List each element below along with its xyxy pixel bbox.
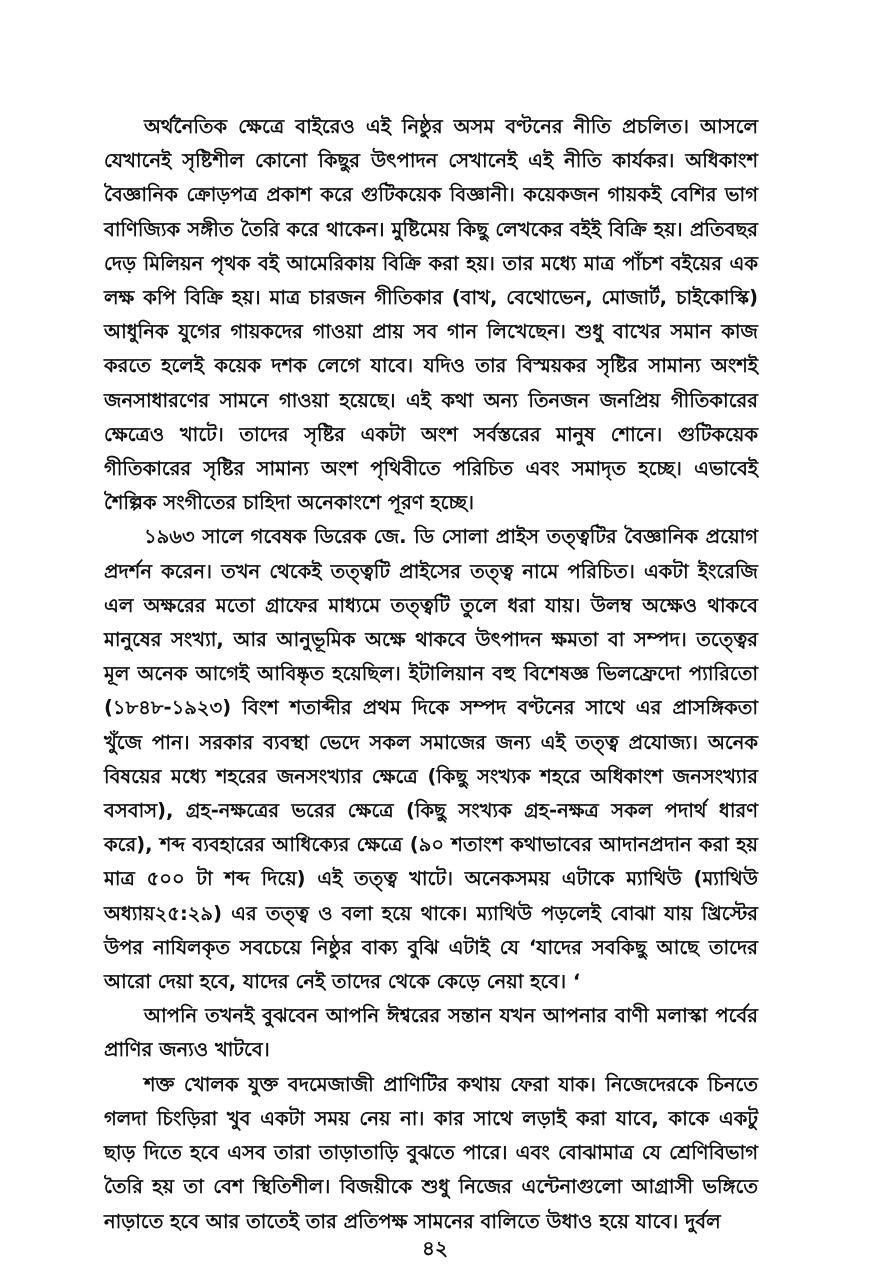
paragraph-3: আপনি তখনই বুঝবেন আপনি ঈশ্বরের সন্তান যখন আপনার বাণী মলাস্কা পর্বের প্রাণির জন্যও খাটবে। [104,1004,758,1062]
paragraph-1: অর্থনৈতিক ক্ষেত্রে বাইরেও এই নিষ্ঠুর অসম বণ্টনের নীতি প্রচলিত। আসলে যেখানেই সৃষ্টিশীল কোনো কিছুর উৎপাদন সেখানেই এই নীতি কার্যকর। অধিকাংশ বৈজ্ঞানিক ক্রোড়পত্র প্রকাশ করে গুটিকয়েক বিজ্ঞানী। কয়েকজন গায়কই বেশির ভাগ বাণিজ্যিক সঙ্গীত তৈরি করে থাকেন। মুষ্টিমেয় কিছু লেখকের বইই বিক্রি হয়। প্রতিবছর দেড় মিলিয়ন পৃথক বই আমেরিকায় বিক্রি করা হয়। তার মধ্যে মাত্র পাঁচশ বইয়ের এক লক্ষ কপি বিক্রি হয়। মাত্র চারজন গীতিকার (বাখ, বেথোভেন, মোজার্ট, চাইকোস্কি) আধুনিক যুগের গায়কদের গাওয়া প্রায় সব গান লিখেছেন। শুধু বাখের সমান কাজ করতে হলেই কয়েক দশক লেগে যাবে। যদিও তার বিস্ময়কর সৃষ্টির সামান্য অংশই জনসাধারণের সামনে গাওয়া হয়েছে। এই কথা অন্য তিনজন জনপ্রিয় গীতিকারের ক্ষেত্রেও খাটে। তাদের সৃষ্টির একটা অংশ সর্বস্তরের মানুষ শোনে। গুটিকয়েক গীতিকারের সৃষ্টির সামান্য অংশ পৃথিবীতে পরিচিত এবং সমাদৃত হচ্ছে। এভাবেই শৈল্পিক সংগীতের চাহিদা অনেকাংশে পূরণ হচ্ছে। [104,115,758,515]
paragraph-4: শক্ত খোলক যুক্ত বদমেজাজী প্রাণিটির কথায় ফেরা যাক। নিজেদেরকে চিনতে গলদা চিংড়িরা খুব একটা সময় নেয় না। কার সাথে লড়াই করা যাবে, কাকে একটু ছাড় দিতে হবে এসব তারা তাড়াতাড়ি বুঝতে পারে। এবং বোঝামাত্র যে শ্রেণিবিভাগ তৈরি হয় তা বেশ স্থিতিশীল। বিজয়ীকে শুধু নিজের এন্টেনাগুলো আগ্রাসী ভঙ্গিতে নাড়াতে হবে আর তাতেই তার প্রতিপক্ষ সামনের বালিতে উধাও হয়ে যাবে। দুর্বল [104,1072,758,1233]
page-number: ৪২ [422,1236,448,1260]
page-body [104,110,758,1239]
paragraph-2: ১৯৬৩ সালে গবেষক ডিরেক জে. ডি সোলা প্রাইস তত্ত্বটির বৈজ্ঞানিক প্রয়োগ প্রদর্শন করেন। তখন থেকেই তত্ত্বটি প্রাইসের তত্ত্ব নামে পরিচিত। একটা ইংরেজি এল অক্ষরের মতো গ্রাফের মাধ্যমে তত্ত্বটি তুলে ধরা যায়। উলম্ব অক্ষেও থাকবে মানুষের সংখ্যা, আর আনুভূমিক অক্ষে থাকবে উৎপাদন ক্ষমতা বা সম্পদ। তত্ত্বের মূল অনেক আগেই আবিষ্কৃত হয়েছিল। ইটালিয়ান বহু বিশেষজ্ঞ ভিলফ্রেদো প্যারিতো (১৮৪৮-১৯২৩) বিংশ শতাব্দীর প্রথম দিকে সম্পদ বণ্টনের সাথে এর প্রাসঙ্গিকতা খুঁজে পান। সরকার ব্যবস্থা ভেদে সকল সমাজের জন্য এই তত্ত্ব প্রযোজ্য। অনেক বিষয়ের মধ্যে শহরের জনসংখ্যার ক্ষেত্রে (কিছু সংখ্যক শহরে অধিকাংশ জনসংখ্যার বসবাস), গ্রহ-নক্ষত্রের ভরের ক্ষেত্রে (কিছু সংখ্যক গ্রহ-নক্ষত্র সকল পদার্থ ধারণ করে), শব্দ ব্যবহারের আধিক্যের ক্ষেত্রে (৯০ শতাংশ কথাভাবের আদানপ্রদান করা হয় মাত্র ৫০০ টা শব্দ দিয়ে) এই তত্ত্ব খাটে। অনেকসময় এটাকে ম্যাথিউ (ম্যাথিউ অধ্যায়২৫:২৯) এর তত্ত্ব ও বলা হয়ে থাকে। ম্যাথিউ পড়লেই বোঝা যায় খ্রিস্টের উপর নাযিলকৃত সবচেয়ে নিষ্ঠুর বাক্য বুঝি এটাই যে ‘যাদের সবকিছু আছে তাদের আরো দেয়া হবে, যাদের নেই তাদের থেকে কেড়ে নেয়া হবে। ‘ [104,525,758,994]
